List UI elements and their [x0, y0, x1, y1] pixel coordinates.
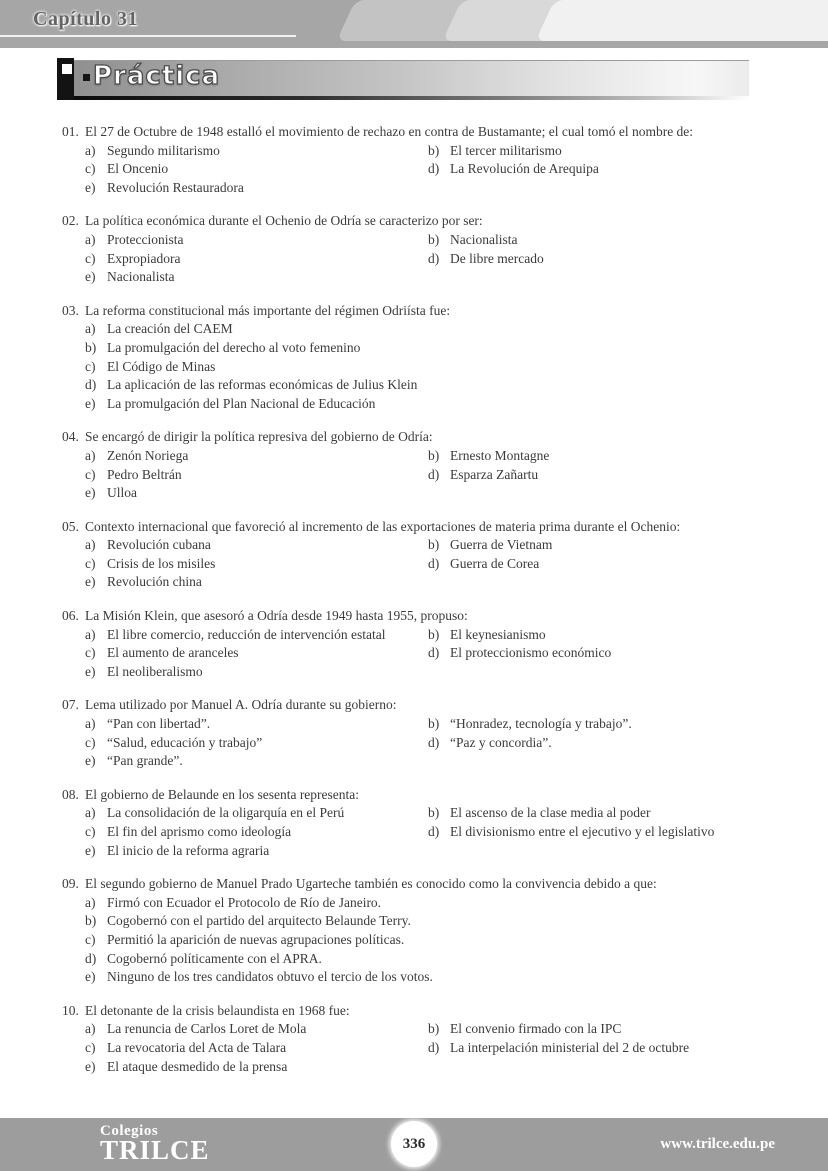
option-text: Expropiadora	[107, 250, 181, 266]
option-text: El proteccionismo económico	[450, 645, 612, 661]
option-text: El inicio de la reforma agraria	[107, 842, 270, 858]
logo-colegios-text: Colegios	[100, 1123, 159, 1139]
option-text: Revolución china	[107, 574, 202, 590]
question-number: 10.	[62, 1002, 79, 1018]
option-letter: b)	[428, 447, 440, 463]
option-text: El divisionismo entre el ejecutivo y el legislativo	[450, 824, 715, 839]
answer-option	[85, 1039, 428, 1058]
question-block	[62, 518, 776, 592]
question-options	[85, 804, 776, 860]
option-text: “Pan con libertad”.	[107, 716, 211, 732]
question-head	[62, 786, 776, 805]
answer-option	[85, 447, 428, 466]
practice-banner	[57, 57, 749, 103]
answer-option	[85, 250, 428, 269]
option-text: La interpelación ministerial del 2 de octubre	[450, 1039, 690, 1055]
option-text: El Código de Minas	[107, 358, 216, 374]
answer-option	[85, 536, 428, 555]
answer-option	[85, 734, 428, 753]
question-text: El segundo gobierno de Manuel Prado Ugarteche también es conocido como la convivencia debido a que:	[85, 876, 657, 892]
question-options	[85, 320, 776, 413]
option-text: El neoliberalismo	[107, 663, 203, 679]
option-text: La promulgación del Plan Nacional de Educación	[107, 395, 376, 411]
option-letter: b)	[85, 913, 97, 929]
question-options	[85, 231, 776, 287]
option-text: La renuncia de Carlos Loret de Mola	[107, 1021, 307, 1037]
option-letter: d)	[428, 1039, 440, 1055]
answer-option	[85, 804, 428, 823]
option-letter: a)	[85, 231, 96, 247]
option-letter: d)	[428, 466, 440, 482]
question-head	[62, 696, 776, 715]
question-head	[62, 212, 776, 231]
option-text: Revolución cubana	[107, 537, 211, 553]
question-block	[62, 607, 776, 681]
option-letter: a)	[85, 1021, 96, 1037]
option-letter: e)	[85, 269, 96, 285]
page-footer	[0, 1118, 828, 1171]
question-head	[62, 607, 776, 626]
question-block	[62, 786, 776, 860]
question-text: Contexto internacional que favoreció al incremento de las exportaciones de materia prima durante el Ochenio:	[85, 518, 681, 534]
option-letter: b)	[428, 626, 440, 642]
option-letter: c)	[85, 645, 96, 661]
option-text: El tercer militarismo	[450, 142, 562, 158]
option-letter: c)	[85, 358, 96, 374]
option-letter: d)	[428, 734, 440, 750]
option-letter: d)	[85, 377, 97, 393]
answer-option	[85, 1020, 428, 1039]
answer-option	[85, 358, 776, 377]
question-block	[62, 302, 776, 414]
question-options	[85, 626, 776, 682]
chapter-title: Capítulo 31	[33, 8, 138, 30]
answer-option	[85, 573, 428, 592]
option-letter: a)	[85, 142, 96, 158]
option-text: El ascenso de la clase media al poder	[450, 805, 651, 821]
question-text: La política económica durante el Ochenio de Odría se caracterizo por ser:	[85, 213, 483, 229]
answer-option	[85, 752, 428, 771]
option-letter: a)	[85, 894, 96, 910]
question-number: 01.	[62, 124, 79, 139]
page-number-badge	[391, 1121, 437, 1167]
question-head	[62, 875, 776, 894]
option-letter: e)	[85, 753, 96, 769]
question-text: Se encargó de dirigir la política represiva del gobierno de Odría:	[85, 429, 433, 445]
chapter-header	[0, 0, 828, 48]
option-text: Permitió la aparición de nuevas agrupaciones políticas.	[107, 931, 405, 947]
option-text: El convenio firmado con la IPC	[450, 1021, 622, 1037]
question-head	[62, 302, 776, 321]
answer-option	[85, 466, 428, 485]
option-letter: a)	[85, 321, 96, 337]
question-options	[85, 142, 776, 198]
option-letter: e)	[85, 574, 96, 590]
option-letter: c)	[85, 931, 96, 947]
banner-shadow-line	[72, 96, 749, 100]
question-text: El gobierno de Belaunde en los sesenta representa:	[85, 786, 360, 802]
question-options	[85, 894, 776, 987]
answer-option	[85, 160, 428, 179]
answer-option	[85, 1058, 428, 1077]
option-letter: b)	[428, 805, 440, 821]
option-letter: c)	[85, 466, 96, 482]
option-letter: e)	[85, 179, 96, 195]
question-number: 05.	[62, 518, 79, 534]
questions-list	[62, 123, 776, 1091]
option-letter: b)	[428, 537, 440, 553]
option-text: Revolución Restauradora	[107, 179, 244, 195]
option-letter: a)	[85, 537, 96, 553]
option-text: El ataque desmedido de la prensa	[107, 1058, 288, 1074]
option-text: Ernesto Montagne	[450, 447, 550, 463]
answer-option	[85, 715, 428, 734]
option-letter: a)	[85, 626, 96, 642]
option-letter: d)	[85, 950, 97, 966]
answer-option	[428, 644, 776, 663]
answer-option	[85, 931, 776, 950]
question-text: El 27 de Octubre de 1948 estalló el movimiento de rechazo en contra de Bustamante; el cual tomó el nombre de:	[85, 124, 694, 139]
option-letter: e)	[85, 842, 96, 858]
question-number: 06.	[62, 608, 79, 624]
option-text: El Oncenio	[107, 161, 169, 177]
black-square-bullet-icon	[83, 74, 90, 81]
option-text: “Salud, educación y trabajo”	[107, 734, 263, 750]
option-letter: d)	[428, 250, 440, 266]
option-letter: e)	[85, 485, 96, 501]
trilce-logo	[100, 1123, 210, 1166]
answer-option	[428, 536, 776, 555]
answer-option	[85, 894, 776, 913]
answer-option	[85, 484, 428, 503]
option-text: Guerra de Corea	[450, 555, 540, 571]
question-text: El detonante de la crisis belaundista en 1968 fue:	[85, 1002, 350, 1018]
answer-option	[428, 447, 776, 466]
question-number: 07.	[62, 697, 79, 713]
question-block	[62, 1002, 776, 1076]
option-letter: d)	[428, 645, 440, 661]
option-text: La aplicación de las reformas económicas de Julius Klein	[107, 377, 418, 393]
website-text: www.trilce.edu.pe	[660, 1136, 775, 1152]
option-text: El keynesianismo	[450, 626, 546, 642]
option-letter: c)	[85, 161, 96, 177]
answer-option	[85, 179, 428, 198]
question-number: 02.	[62, 213, 79, 229]
option-text: El aumento de aranceles	[107, 645, 239, 661]
answer-option	[85, 950, 776, 969]
option-letter: b)	[428, 716, 440, 732]
option-letter: d)	[428, 824, 440, 839]
option-letter: b)	[428, 231, 440, 247]
answer-option	[85, 663, 428, 682]
option-letter: b)	[428, 142, 440, 158]
option-text: Crisis de los misiles	[107, 555, 216, 571]
question-head	[62, 123, 776, 142]
answer-option	[428, 250, 776, 269]
answer-option	[428, 1020, 776, 1039]
section-title: Práctica	[93, 61, 221, 91]
option-text: Esparza Zañartu	[450, 466, 539, 482]
option-letter: c)	[85, 555, 96, 571]
question-head	[62, 518, 776, 537]
answer-option	[428, 231, 776, 250]
option-letter: d)	[428, 555, 440, 571]
question-number: 08.	[62, 786, 79, 802]
answer-option	[428, 715, 776, 734]
option-text: Ninguno de los tres candidatos obtuvo el tercio de los votos.	[107, 969, 433, 985]
option-text: El libre comercio, reducción de intervención estatal	[107, 626, 386, 642]
answer-option	[85, 644, 428, 663]
answer-option	[85, 142, 428, 161]
answer-option	[85, 320, 776, 339]
option-text: La revocatoria del Acta de Talara	[107, 1039, 287, 1055]
answer-option	[85, 268, 428, 287]
option-text: Zenón Noriega	[107, 447, 189, 463]
answer-option	[428, 804, 776, 823]
option-letter: c)	[85, 250, 96, 266]
option-letter: d)	[428, 161, 440, 177]
answer-option	[85, 231, 428, 250]
option-letter: e)	[85, 969, 96, 985]
option-text: La promulgación del derecho al voto femenino	[107, 339, 361, 355]
question-text: La Misión Klein, que asesoró a Odría desde 1949 hasta 1955, propuso:	[85, 608, 468, 624]
question-block	[62, 696, 776, 770]
option-text: Firmó con Ecuador el Protocolo de Río de Janeiro.	[107, 894, 382, 910]
option-text: Nacionalista	[450, 231, 518, 247]
answer-option	[85, 823, 428, 842]
option-letter: a)	[85, 716, 96, 732]
question-options	[85, 536, 776, 592]
answer-option	[85, 376, 776, 395]
option-letter: b)	[428, 1021, 440, 1037]
question-number: 09.	[62, 876, 79, 892]
option-text: La Revolución de Arequipa	[450, 161, 599, 177]
question-options	[85, 1020, 776, 1076]
option-text: La consolidación de la oligarquía en el Perú	[107, 805, 345, 821]
answer-option	[428, 1039, 776, 1058]
answer-option	[85, 912, 776, 931]
question-head	[62, 428, 776, 447]
answer-option	[428, 466, 776, 485]
answer-option	[428, 555, 776, 574]
option-text: Guerra de Vietnam	[450, 537, 553, 553]
question-number: 03.	[62, 302, 79, 318]
option-text: Ulloa	[107, 485, 137, 501]
option-letter: e)	[85, 663, 96, 679]
option-text: Cogobernó con el partido del arquitecto Belaunde Terry.	[107, 913, 411, 929]
answer-option	[85, 842, 428, 861]
question-block	[62, 428, 776, 502]
option-text: Pedro Beltrán	[107, 466, 182, 482]
question-options	[85, 447, 776, 503]
answer-option	[85, 555, 428, 574]
page-number: 336	[402, 1135, 426, 1152]
option-text: “Paz y concordia”.	[450, 734, 552, 750]
option-text: Segundo militarismo	[107, 142, 220, 158]
question-number: 04.	[62, 429, 79, 445]
option-text: El fin del aprismo como ideología	[107, 824, 292, 839]
option-letter: b)	[85, 339, 97, 355]
option-text: Cogobernó políticamente con el APRA.	[107, 950, 322, 966]
option-letter: a)	[85, 805, 96, 821]
question-head	[62, 1002, 776, 1021]
question-block	[62, 212, 776, 286]
question-text: La reforma constitucional más importante del régimen Odriísta fue:	[85, 302, 451, 318]
option-letter: c)	[85, 824, 96, 839]
option-letter: e)	[85, 395, 96, 411]
option-text: Nacionalista	[107, 269, 175, 285]
question-options	[85, 715, 776, 771]
option-text: “Pan grande”.	[107, 753, 183, 769]
option-text: La creación del CAEM	[107, 321, 233, 337]
answer-option	[85, 626, 428, 645]
answer-option	[85, 968, 776, 987]
header-stripe-decoration-3	[535, 0, 828, 41]
option-letter: e)	[85, 1058, 96, 1074]
answer-option	[428, 734, 776, 753]
question-block	[62, 875, 776, 987]
answer-option	[428, 626, 776, 645]
answer-option	[85, 339, 776, 358]
logo-trilce-text: TRILCE	[100, 1135, 210, 1165]
option-letter: c)	[85, 1039, 96, 1055]
question-block	[62, 123, 776, 197]
white-square-icon	[62, 64, 72, 74]
answer-option	[428, 142, 776, 161]
chapter-underline	[0, 35, 296, 37]
option-text: Proteccionista	[107, 231, 184, 247]
option-letter: c)	[85, 734, 96, 750]
answer-option	[428, 823, 776, 842]
question-text: Lema utilizado por Manuel A. Odría durante su gobierno:	[85, 697, 397, 713]
answer-option	[428, 160, 776, 179]
option-letter: a)	[85, 447, 96, 463]
option-text: De libre mercado	[450, 250, 544, 266]
option-text: “Honradez, tecnología y trabajo”.	[450, 716, 632, 732]
answer-option	[85, 395, 776, 414]
